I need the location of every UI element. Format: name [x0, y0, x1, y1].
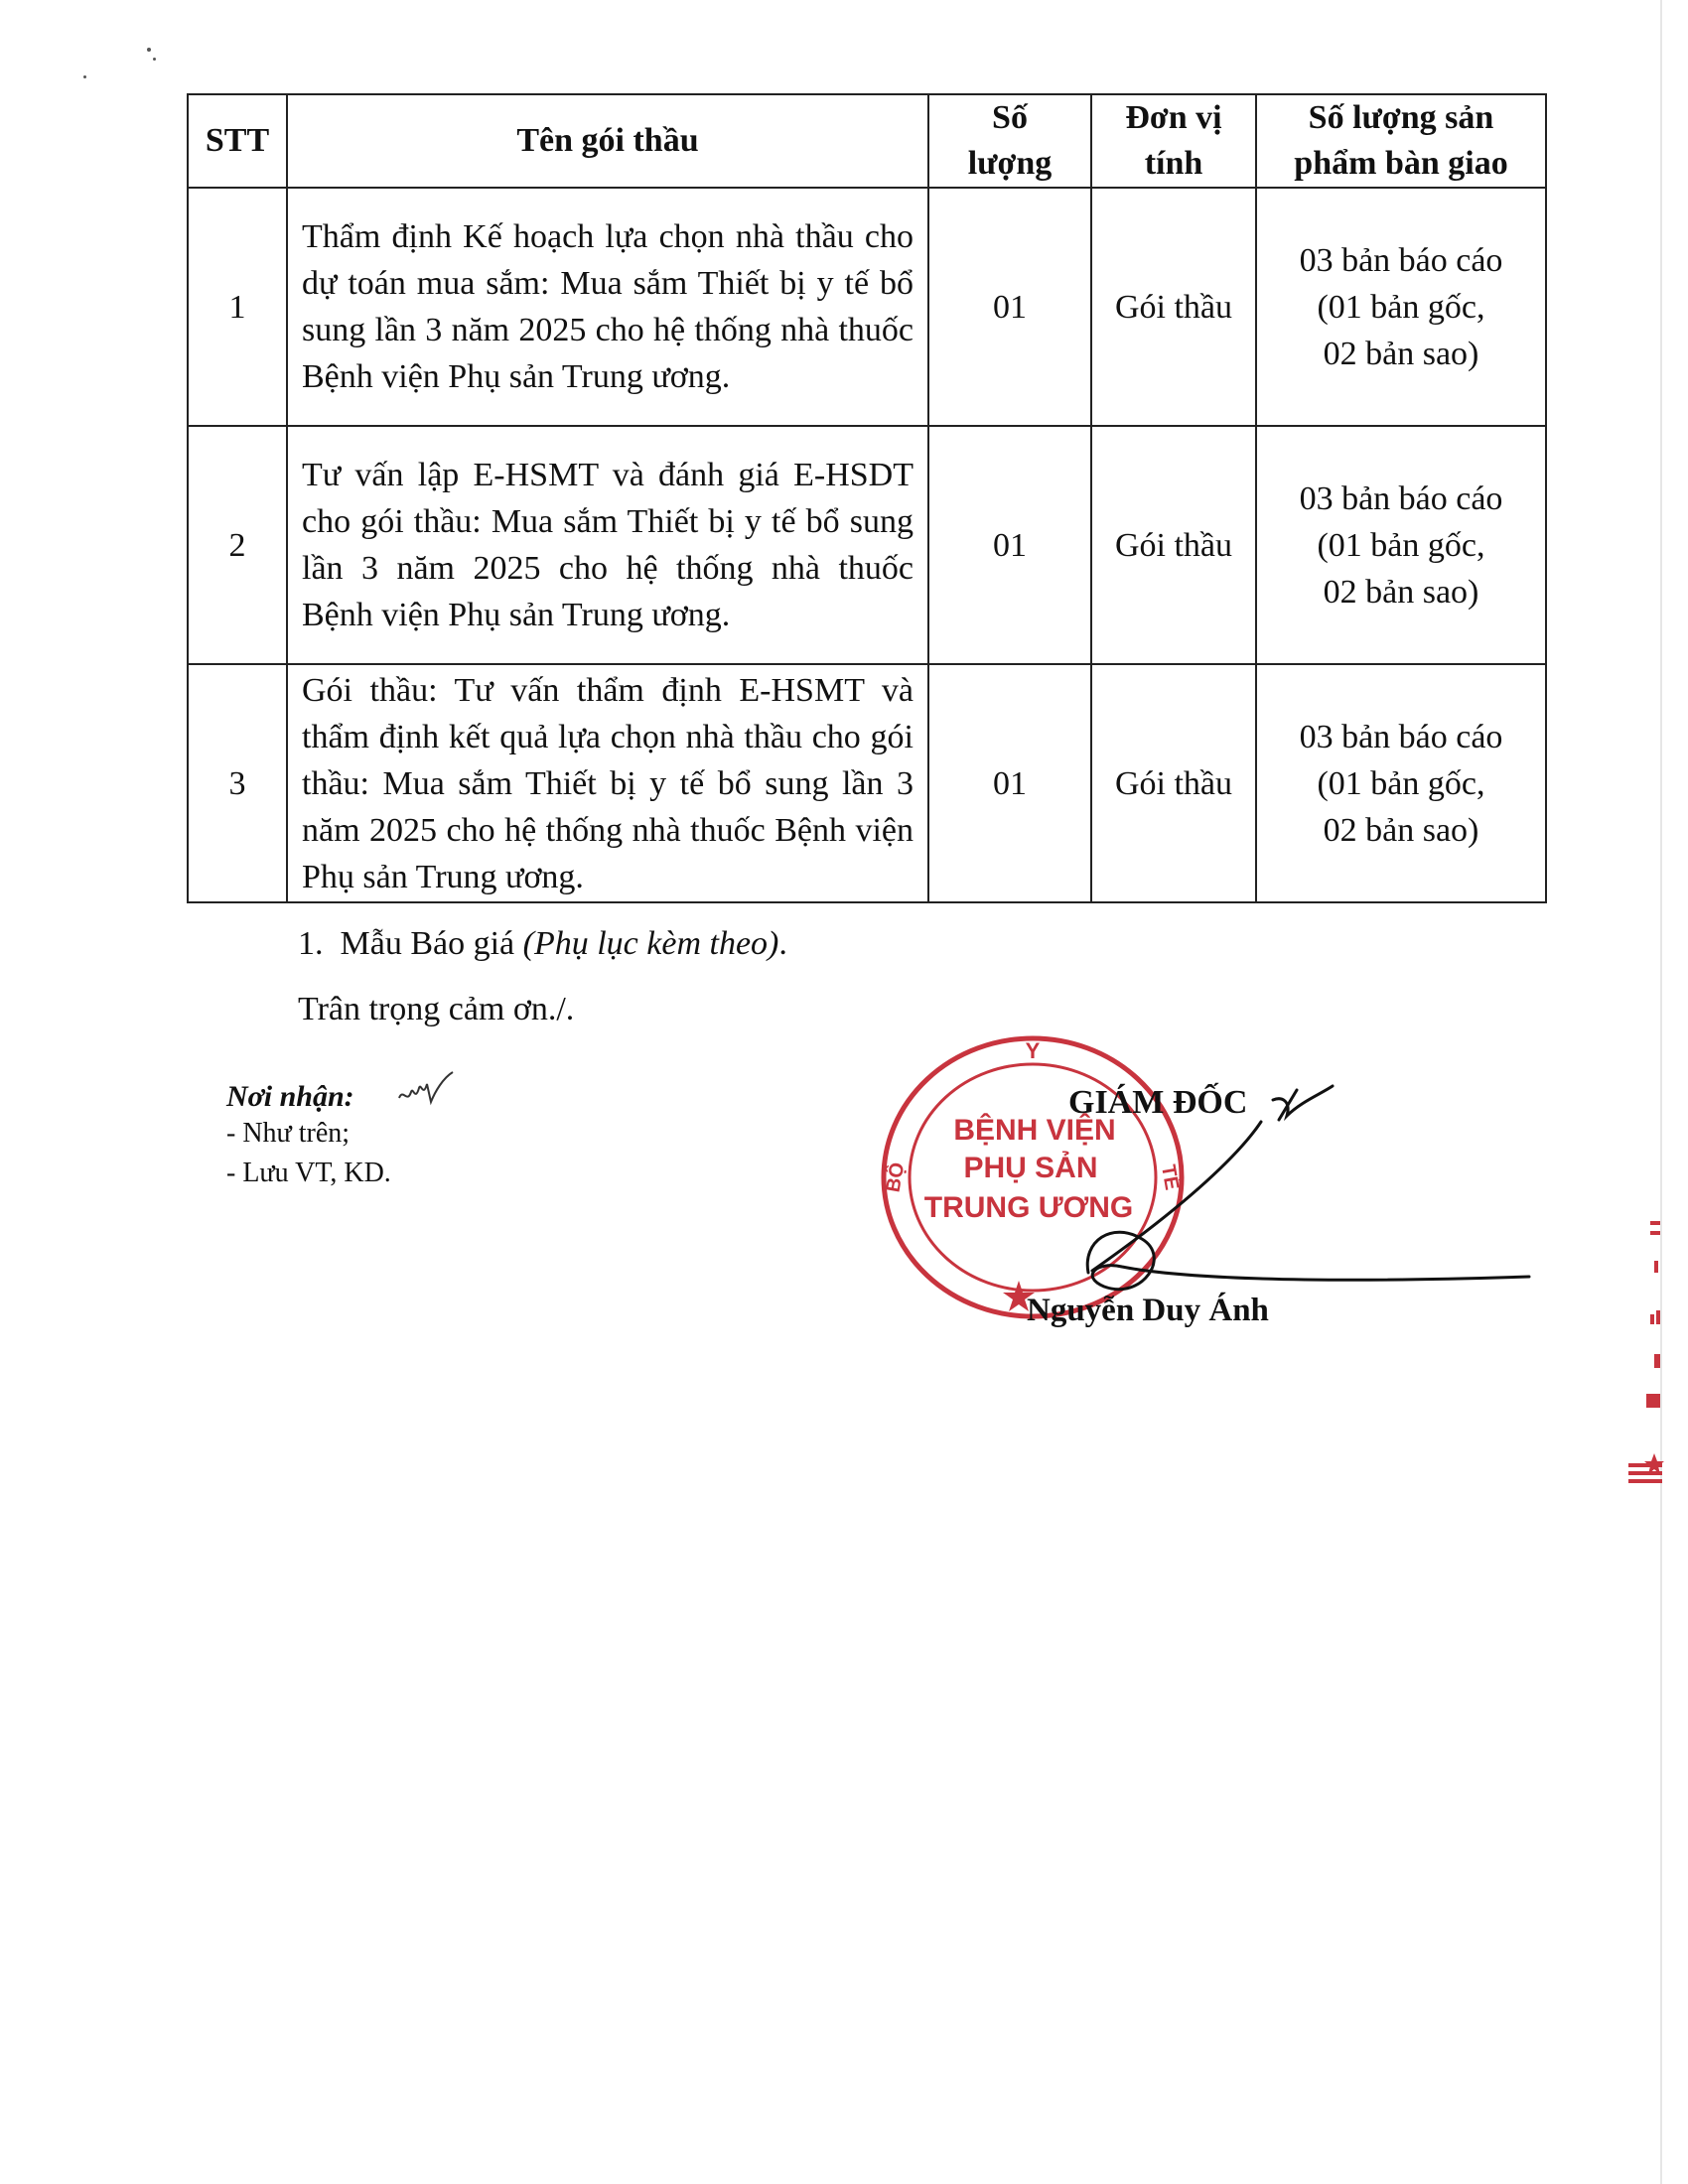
table-row: [188, 664, 1546, 902]
cell-quantity: 01: [928, 426, 1091, 664]
header-products-line1: Số lượng sản: [1308, 99, 1494, 136]
cell-products: [1256, 664, 1546, 902]
handwritten-signature: [1053, 1072, 1549, 1310]
note-text: Mẫu Báo giá: [340, 925, 523, 962]
cell-package-name: Gói thầu: Tư vấn thẩm định E-HSMT và thẩm định kết quả lựa chọn nhà thầu cho gói thầu: Mua sắm Thiết bị y tế bổ sung lần 3 năm 2025 cho hệ thống nhà thuốc Bệnh viện Phụ sản Trung ương.: [287, 664, 928, 902]
attachment-note: [298, 925, 787, 963]
scan-speck: [153, 58, 156, 61]
stamp-text-line2: PHỤ SẢN: [963, 1152, 1098, 1184]
cell-stt: 3: [188, 664, 287, 902]
header-quantity: [928, 94, 1091, 188]
products-line3: 02 bản sao): [1323, 811, 1479, 849]
products-line3: 02 bản sao): [1323, 573, 1479, 611]
stamp-ring-left: BỘ: [882, 1160, 910, 1194]
scan-speck: [147, 48, 151, 52]
note-end: .: [778, 925, 787, 962]
stamp-text-line3: TRUNG ƯƠNG: [923, 1191, 1134, 1224]
table-row: [188, 426, 1546, 664]
signer-title: GIÁM ĐỐC: [1068, 1084, 1248, 1121]
products-line1: 03 bản báo cáo: [1299, 718, 1503, 755]
cell-package-name: Thẩm định Kế hoạch lựa chọn nhà thầu cho dự toán mua sắm: Mua sắm Thiết bị y tế bổ sung lần 3 năm 2025 cho hệ thống nhà thuốc Bệnh viện Phụ sản Trung ương.: [287, 188, 928, 426]
header-quantity-line2: lượng: [967, 145, 1053, 182]
products-line2: (01 bản gốc,: [1317, 764, 1485, 802]
header-stt: STT: [188, 94, 287, 188]
cell-products: [1256, 426, 1546, 664]
recipient-item: - Lưu VT, KD.: [226, 1158, 391, 1188]
products-line2: (01 bản gốc,: [1317, 526, 1485, 564]
stamp-ring-top: Y: [1025, 1038, 1041, 1063]
header-quantity-line1: Số: [992, 99, 1028, 136]
products-line3: 02 bản sao): [1323, 335, 1479, 372]
cell-quantity: 01: [928, 664, 1091, 902]
cell-unit: Gói thầu: [1091, 188, 1256, 426]
products-line1: 03 bản báo cáo: [1299, 479, 1503, 517]
recipient-item: - Như trên;: [226, 1118, 351, 1149]
stamp-ring-right: TẾ: [1156, 1162, 1184, 1192]
cell-stt: 2: [188, 426, 287, 664]
cell-unit: Gói thầu: [1091, 426, 1256, 664]
header-unit-line1: Đơn vị: [1125, 99, 1222, 136]
header-name: Tên gói thầu: [287, 94, 928, 188]
cell-unit: Gói thầu: [1091, 664, 1256, 902]
scan-speck: [83, 75, 86, 78]
recipients-title: Nơi nhận:: [226, 1080, 354, 1113]
header-unit: [1091, 94, 1256, 188]
cell-products: [1256, 188, 1546, 426]
cell-quantity: 01: [928, 188, 1091, 426]
adjacent-page-stamp-fragment: [1624, 1211, 1664, 1509]
products-line1: 03 bản báo cáo: [1299, 241, 1503, 279]
cell-stt: 1: [188, 188, 287, 426]
header-products-line2: phẩm bàn giao: [1294, 145, 1508, 182]
note-italic: (Phụ lục kèm theo): [522, 925, 779, 962]
cell-package-name: Tư vấn lập E-HSMT và đánh giá E-HSDT cho gói thầu: Mua sắm Thiết bị y tế bổ sung lần 3 năm 2025 cho hệ thống nhà thuốc Bệnh viện Phụ sản Trung ương.: [287, 426, 928, 664]
header-unit-line2: tính: [1144, 145, 1203, 182]
header-products: [1256, 94, 1546, 188]
table-header-row: [188, 94, 1546, 188]
signer-name: Nguyễn Duy Ánh: [1027, 1293, 1269, 1328]
tender-table: [187, 93, 1547, 903]
stamp-text-line1: BỆNH VIỆN: [953, 1114, 1116, 1147]
table-row: [188, 188, 1546, 426]
note-number: 1.: [298, 925, 324, 962]
page-edge: [1660, 0, 1662, 2184]
closing-line: Trân trọng cảm ơn./.: [298, 991, 575, 1027]
products-line2: (01 bản gốc,: [1317, 288, 1485, 326]
handwritten-initials: [395, 1058, 455, 1118]
